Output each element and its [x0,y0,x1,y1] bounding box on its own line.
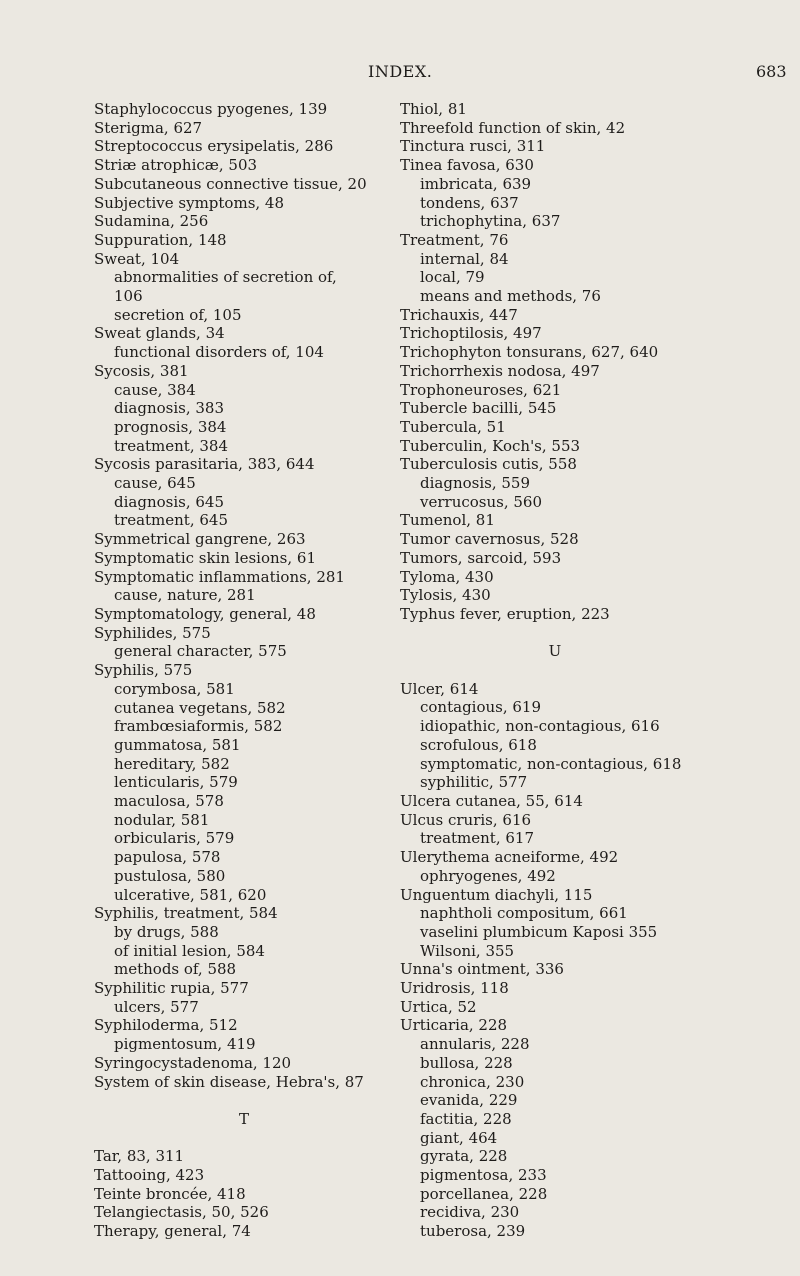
index-entry: Sycosis, 381 [94,361,189,380]
index-subentry: lenticularis, 579 [114,773,238,792]
index-subentry: means and methods, 76 [420,287,601,306]
index-subentry: syphilitic, 577 [420,773,528,792]
index-subentry: treatment, 384 [114,436,229,455]
index-subentry: scrofulous, 618 [420,735,537,754]
index-subentry: contagious, 619 [420,698,542,717]
index-subentry: tuberosa, 239 [420,1222,526,1241]
index-entry: Tinea favosa, 630 [400,156,534,175]
index-subentry: by drugs, 588 [114,922,219,941]
index-subentry: of initial lesion, 584 [114,941,265,960]
index-entry: Sterigma, 627 [94,118,203,137]
index-entry: Telangiectasis, 50, 526 [94,1203,269,1222]
index-entry: Tinctura rusci, 311 [400,137,546,156]
index-subentry: bullosa, 228 [420,1053,513,1072]
index-subentry: gummatosa, 581 [114,735,241,754]
index-subentry: diagnosis, 645 [114,492,224,511]
index-entry: Ulcus cruris, 616 [400,810,532,829]
index-entry: Thiol, 81 [400,100,467,118]
index-subentry: trichophytina, 637 [420,212,561,231]
index-subentry: orbicularis, 579 [114,829,235,848]
index-subentry: treatment, 645 [114,511,229,530]
section-letter: U [548,642,562,661]
index-entry: Tumors, sarcoid, 593 [400,548,562,567]
index-entry: Threefold function of skin, 42 [400,118,626,137]
index-subentry: cause, 645 [114,474,196,493]
index-entry: Trichoptilosis, 497 [400,324,542,343]
index-subentry: general character, 575 [114,642,287,661]
index-subentry: pigmentosum, 419 [114,1035,256,1054]
index-entry: Tylosis, 430 [400,586,491,605]
index-column-left [94,100,394,1241]
index-subentry: internal, 84 [420,249,509,268]
index-entry-continuation: 106 [114,287,143,306]
index-subentry: abnormalities of secretion of, [114,268,337,287]
index-entry: Tuberculosis cutis, 558 [400,455,577,474]
index-subentry: cause, 384 [114,380,196,399]
index-subentry: Wilsoni, 355 [420,941,515,960]
index-subentry: chronica, 230 [420,1072,525,1091]
index-entry: Urticaria, 228 [400,1016,508,1035]
index-entry: Syphiloderma, 512 [94,1016,238,1035]
index-entry: Tar, 83, 311 [94,1147,185,1166]
index-entry: Sudamina, 256 [94,212,209,231]
index-entry: Teinte broncée, 418 [94,1184,246,1203]
index-entry: Symmetrical gangrene, 263 [94,530,306,549]
index-subentry: imbricata, 639 [420,174,532,193]
index-subentry: cutanea vegetans, 582 [114,698,286,717]
index-subentry: papulosa, 578 [114,848,221,867]
index-entry: Symptomatic skin lesions, 61 [94,548,316,567]
index-subentry: ulcers, 577 [114,997,199,1016]
index-entry: Unna's ointment, 336 [400,960,564,979]
index-subentry: tondens, 637 [420,193,519,212]
index-subentry: annularis, 228 [420,1035,530,1054]
index-entry: Sweat glands, 34 [94,324,225,343]
index-subentry: pustulosa, 580 [114,866,226,885]
index-entry: Symptomatic inflammations, 281 [94,567,345,586]
page-header [0,62,800,86]
index-subentry: idiopathic, non-contagious, 616 [420,717,660,736]
index-entry: Tattooing, 423 [94,1166,205,1185]
index-entry: Suppuration, 148 [94,230,227,249]
index-entry: Syringocystadenoma, 120 [94,1053,292,1072]
index-entry: Syphilis, treatment, 584 [94,904,278,923]
index-entry: Typhus fever, eruption, 223 [400,604,610,623]
index-entry: Streptococcus erysipelatis, 286 [94,137,334,156]
index-entry: Subjective symptoms, 48 [94,193,285,212]
index-subentry: methods of, 588 [114,960,237,979]
index-subentry: pigmentosa, 233 [420,1166,547,1185]
index-subentry: giant, 464 [420,1128,498,1147]
index-subentry: secretion of, 105 [114,305,242,324]
index-entry: Sweat, 104 [94,249,180,268]
index-subentry: prognosis, 384 [114,417,227,436]
index-subentry: hereditary, 582 [114,754,230,773]
index-entry: Staphylococcus pyogenes, 139 [94,100,328,118]
index-subentry: functional disorders of, 104 [114,343,324,362]
index-entry: Tyloma, 430 [400,567,494,586]
index-entry: Treatment, 76 [400,230,509,249]
index-entry: Striæ atrophicæ, 503 [94,156,258,175]
index-subentry: porcellanea, 228 [420,1184,548,1203]
index-subentry: treatment, 617 [420,829,535,848]
index-entry: Trophoneuroses, 621 [400,380,562,399]
index-entry: Syphilitic rupia, 577 [94,979,249,998]
index-subentry: recidiva, 230 [420,1203,520,1222]
index-entry: Ulcera cutanea, 55, 614 [400,791,583,810]
index-subentry: nodular, 581 [114,810,210,829]
index-entry: Tubercula, 51 [400,417,506,436]
index-subentry: maculosa, 578 [114,792,224,811]
section-gap [400,624,710,643]
index-subentry: cause, nature, 281 [114,586,256,605]
index-subentry: factitia, 228 [420,1109,512,1128]
index-subentry: ophryogenes, 492 [420,866,556,885]
index-entry: Ulcer, 614 [400,679,479,698]
index-entry: System of skin disease, Hebra's, 87 [94,1072,364,1091]
index-subentry: local, 79 [420,268,485,287]
index-entry: Trichauxis, 447 [400,305,518,324]
section-gap [94,1091,394,1110]
index-entry: Subcutaneous connective tissue, 20 [94,174,367,193]
index-subentry: vaselini plumbicum Kaposi 355 [420,922,658,941]
index-entry: Uridrosis, 118 [400,979,509,998]
index-subentry: naphtholi compositum, 661 [420,904,628,923]
index-entry: Ulerythema acneiforme, 492 [400,848,619,867]
page-number: 683 [756,62,787,81]
index-subentry: symptomatic, non-contagious, 618 [420,754,682,773]
index-subentry: verrucosus, 560 [420,492,543,511]
index-column-right [400,100,710,1241]
index-entry: Symptomatology, general, 48 [94,604,316,623]
index-entry: Unguentum diachyli, 115 [400,885,593,904]
index-entry: Tubercle bacilli, 545 [400,399,557,418]
section-gap [400,661,710,680]
section-letter: T [238,1109,249,1128]
index-entry: Syphilides, 575 [94,623,211,642]
index-subentry: corymbosa, 581 [114,679,235,698]
index-subentry: gyrata, 228 [420,1147,508,1166]
index-entry: Sycosis parasitaria, 383, 644 [94,455,315,474]
index-entry: Urtica, 52 [400,997,477,1016]
index-entry: Therapy, general, 74 [94,1222,251,1241]
index-entry: Tumenol, 81 [400,511,495,530]
index-subentry: evanida, 229 [420,1091,518,1110]
index-entry: Trichorrhexis nodosa, 497 [400,361,600,380]
index-entry: Tuberculin, Koch's, 553 [400,436,581,455]
index-subentry: frambœsiaformis, 582 [114,717,283,736]
index-subentry: diagnosis, 383 [114,399,224,418]
index-entry: Trichophyton tonsurans, 627, 640 [400,343,659,362]
index-entry: Tumor cavernosus, 528 [400,530,579,549]
index-subentry: ulcerative, 581, 620 [114,885,267,904]
section-gap [94,1129,394,1148]
index-subentry: diagnosis, 559 [420,474,530,493]
index-entry: Syphilis, 575 [94,661,193,680]
page-title: INDEX. [368,62,433,81]
